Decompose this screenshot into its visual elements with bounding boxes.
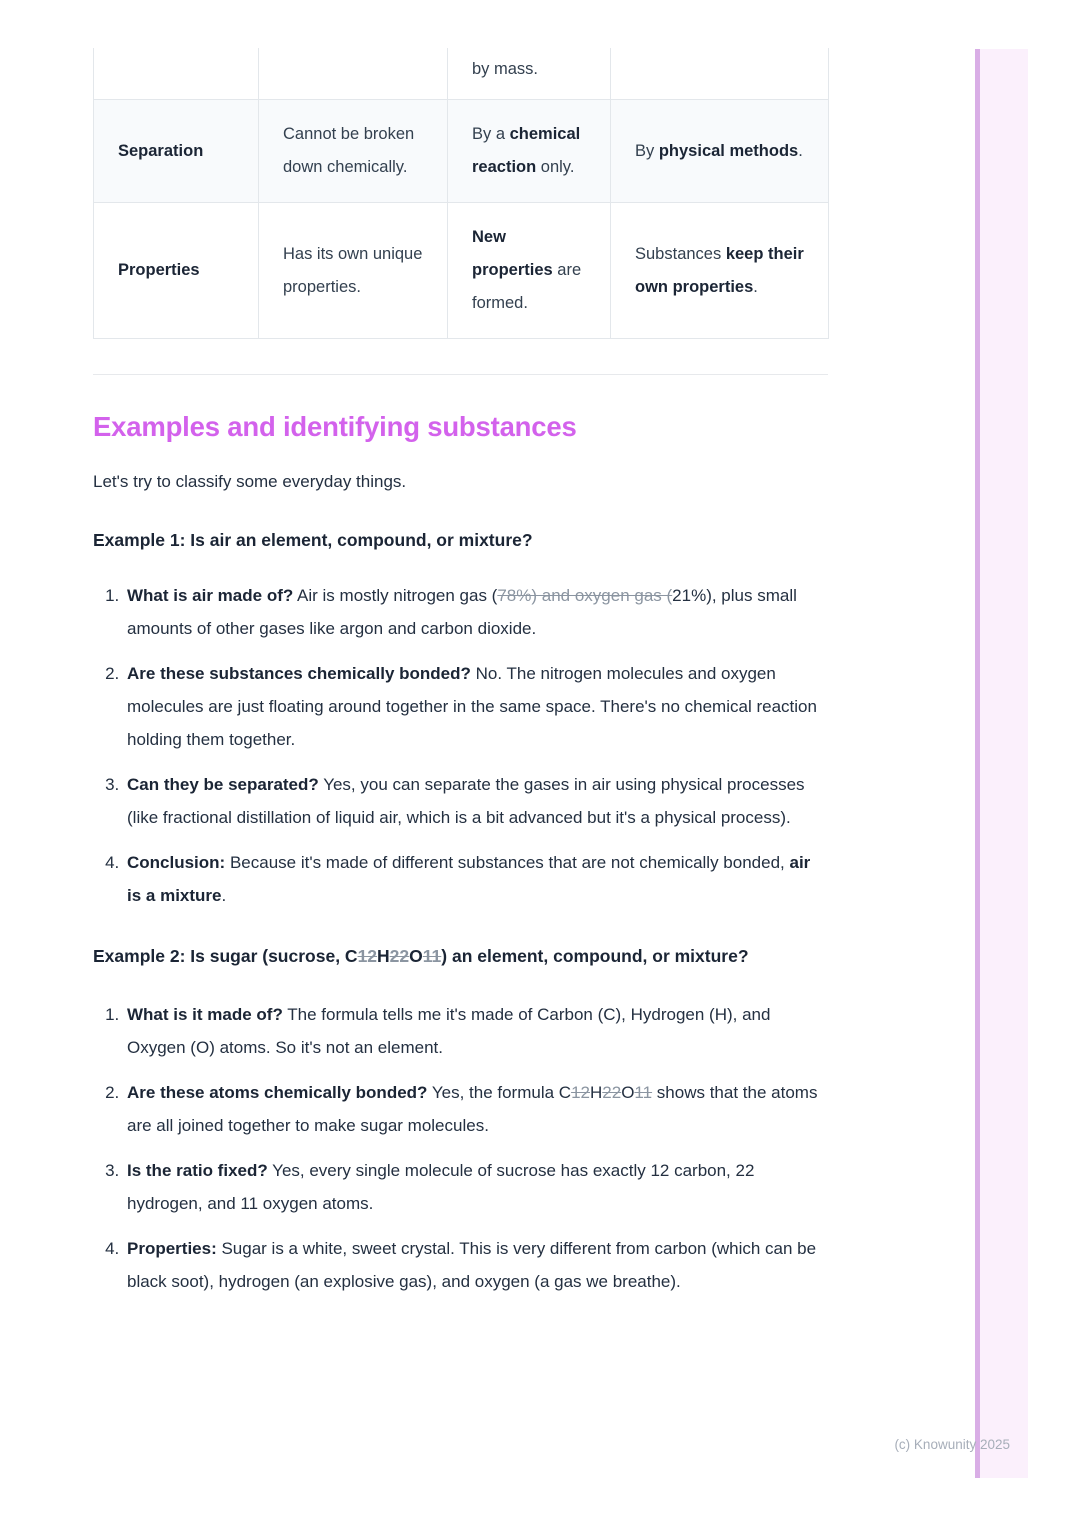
table-cell: Has its own unique properties. [259, 203, 448, 339]
table-cell: By physical methods. [611, 100, 829, 203]
list-item: 1. What is it made of? The formula tells me it's made of Carbon (C), Hydrogen (H), and Oxygen (O) atoms. So it's not an element. [124, 998, 828, 1064]
example-2-list [93, 998, 828, 1298]
comparison-table [93, 48, 829, 339]
list-item: 4. Properties: Sugar is a white, sweet crystal. This is very different from carbon (which can be black soot), hydrogen (an explosive gas), and oxygen (a gas we breathe). [124, 1232, 828, 1298]
list-item: 3. Can they be separated? Yes, you can separate the gases in air using physical processes (like fractional distillation of liquid air, which is a bit advanced but it's a physical process). [124, 768, 828, 834]
list-item: 3. Is the ratio fixed? Yes, every single molecule of sucrose has exactly 12 carbon, 22 hydrogen, and 11 oxygen atoms. [124, 1154, 828, 1220]
table-cell: By a chemical reaction only. [448, 100, 611, 203]
table-cell-row-header: Properties [94, 203, 259, 339]
table-cell-row-header: Separation [94, 100, 259, 203]
list-item: 2. Are these substances chemically bonded? No. The nitrogen molecules and oxygen molecules are just floating around together in the same space. There's no chemical reaction holding them together. [124, 657, 828, 756]
section-heading: Examples and identifying substances [93, 411, 577, 442]
table-cell: Substances keep their own properties. [611, 203, 829, 339]
table-cell [611, 48, 829, 100]
document-content [93, 0, 828, 1324]
list-item: 4. Conclusion: Because it's made of different substances that are not chemically bonded, air is a mixture. [124, 846, 828, 912]
example-1-heading: Example 1: Is air an element, compound, or mixture? [93, 530, 533, 550]
section-divider [93, 374, 828, 375]
example-1-list [93, 579, 828, 912]
table-cell [259, 48, 448, 100]
intro-paragraph: Let's try to classify some everyday things. [93, 472, 407, 491]
example-2-heading: Example 2: Is sugar (sucrose, C12H22O11) an element, compound, or mixture? [93, 946, 749, 966]
copyright-watermark: (c) Knowunity 2025 [894, 1437, 1010, 1452]
table-cell: Cannot be broken down chemically. [259, 100, 448, 203]
scrollbar-track[interactable] [975, 49, 1028, 1478]
table-cell: New properties are formed. [448, 203, 611, 339]
table-cell [94, 48, 259, 100]
table-row-properties [94, 203, 829, 339]
table-row-separation [94, 100, 829, 203]
list-item: 1. What is air made of? Air is mostly nitrogen gas (78%) and oxygen gas (21%), plus small amounts of other gases like argon and carbon dioxide. [124, 579, 828, 645]
list-item: 2. Are these atoms chemically bonded? Yes, the formula C12H22O11 shows that the atoms are all joined together to make sugar molecules. [124, 1076, 828, 1142]
table-cell: by mass. [448, 48, 611, 100]
table-row [94, 48, 829, 100]
